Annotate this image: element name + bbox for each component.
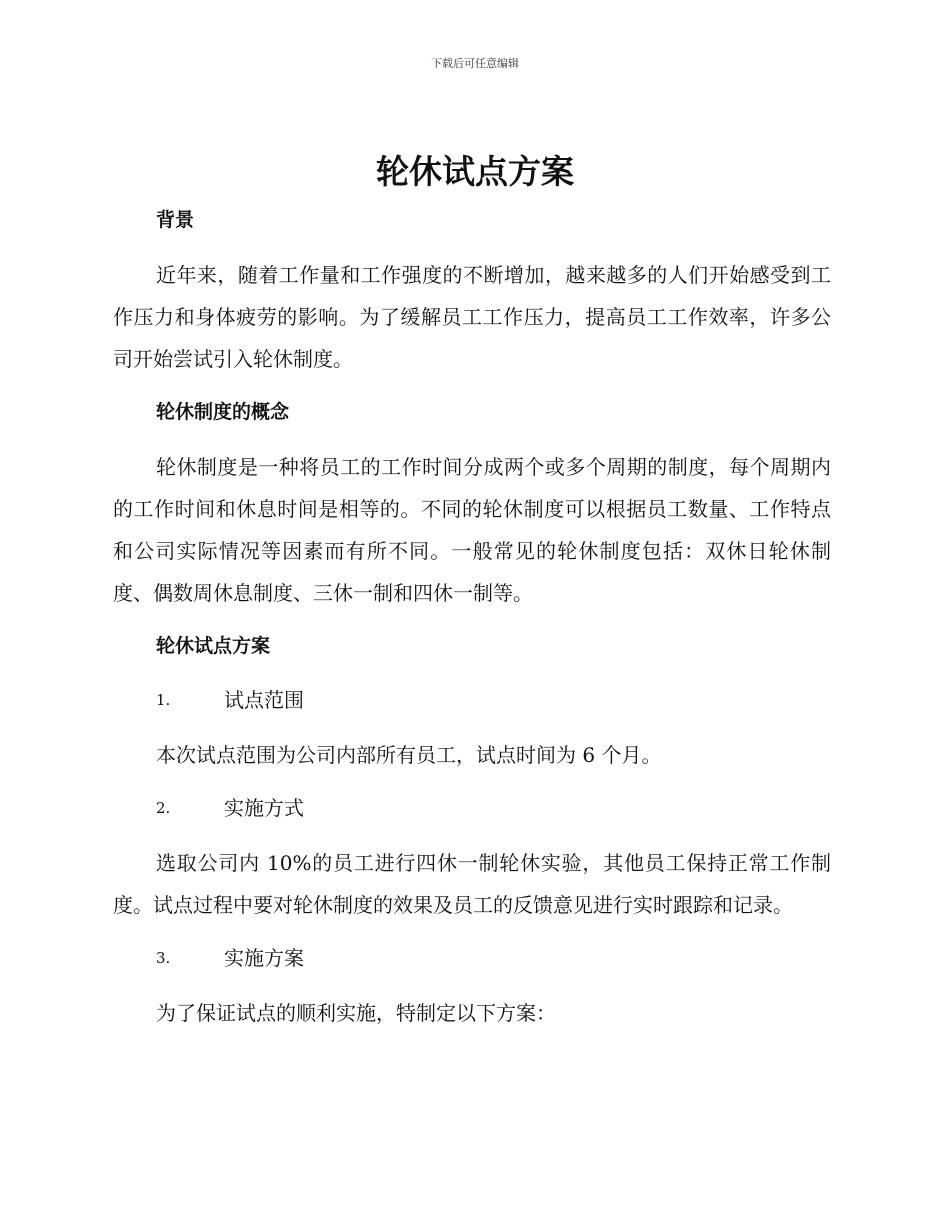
section-heading-background: 背景 (156, 209, 195, 231)
method-paragraph: 选取公司内 10%的员工进行四休一制轮休实验，其他员工保持正常工作制度。试点过程中要对轮休制度的效果及员工的反馈意见进行实时跟踪和记录。 (113, 851, 831, 917)
list-item-method (113, 788, 831, 828)
list-item-implementation (113, 938, 831, 978)
document-body (113, 200, 831, 1046)
section-heading-concept: 轮休制度的概念 (156, 401, 290, 423)
scope-paragraph: 本次试点范围为公司内部所有员工，试点时间为 6 个月。 (156, 743, 662, 767)
list-number: 3. (156, 949, 171, 967)
document-title: 轮休试点方案 (376, 152, 574, 191)
concept-paragraph: 轮休制度是一种将员工的工作时间分成两个或多个周期的制度，每个周期内的工作时间和休息时间是相等的。不同的轮休制度可以根据员工数量、工作特点和公司实际情况等因素而有所不同。一般常见的轮休制度包括：双休日轮休制度、偶数周休息制度、三休一制和四休一制等。 (113, 455, 831, 605)
list-item-scope (113, 680, 831, 720)
section-heading-plan: 轮休试点方案 (156, 635, 271, 657)
implementation-paragraph: 为了保证试点的顺利实施，特制定以下方案： (156, 1001, 556, 1025)
list-label: 实施方式 (224, 796, 304, 820)
list-label: 实施方案 (224, 946, 304, 970)
list-number: 2. (156, 799, 171, 817)
header-note: 下载后可任意编辑 (431, 57, 519, 70)
list-label: 试点范围 (224, 688, 304, 712)
background-paragraph: 近年来，随着工作量和工作强度的不断增加，越来越多的人们开始感受到工作压力和身体疲劳的影响。为了缓解员工工作压力，提高员工工作效率，许多公司开始尝试引入轮休制度。 (113, 263, 831, 371)
list-number: 1. (156, 691, 171, 709)
